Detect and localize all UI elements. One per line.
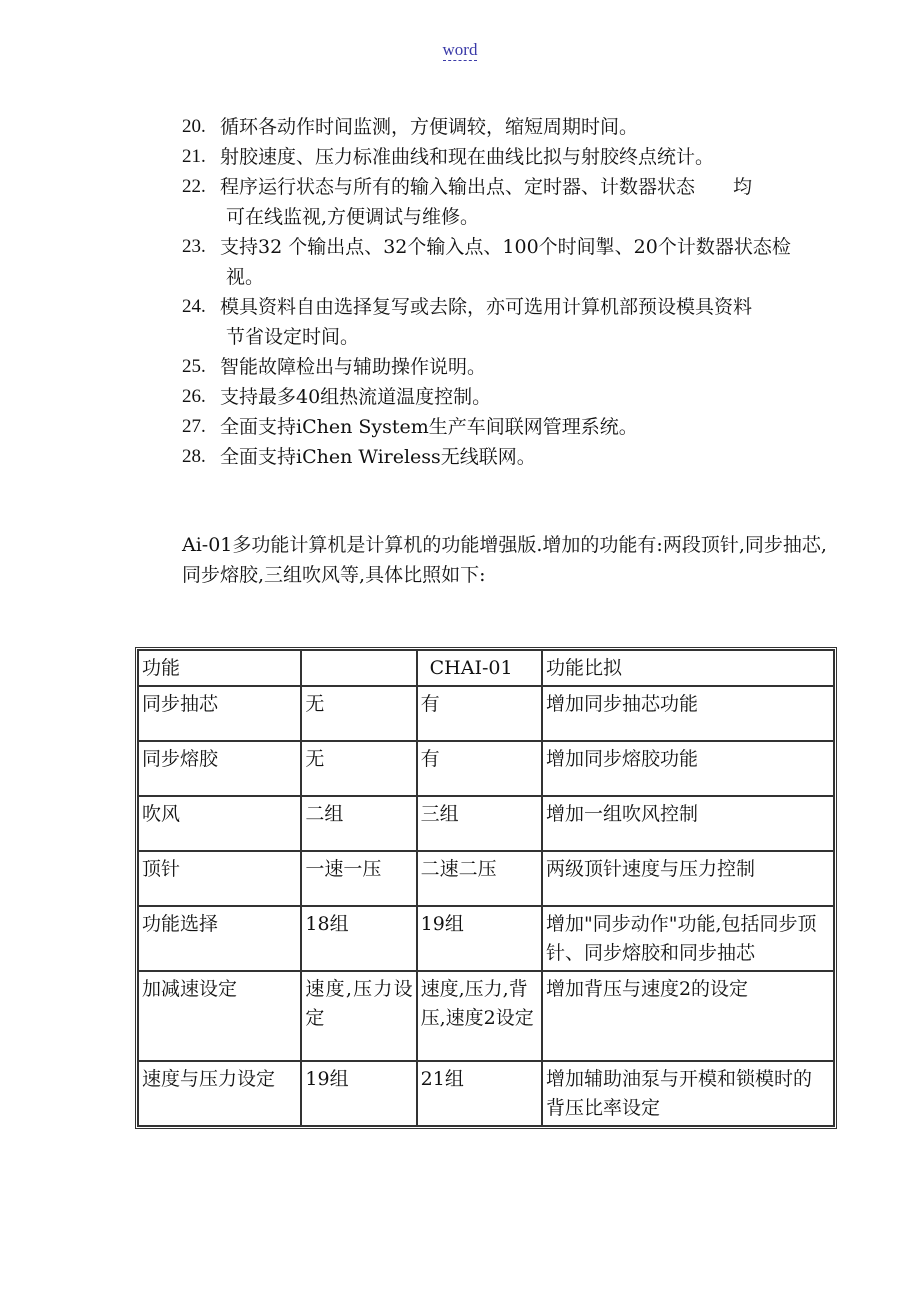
list-item bbox=[182, 232, 862, 292]
table-cell: 速度,压力设定 bbox=[301, 971, 416, 1061]
table-header-row bbox=[138, 650, 834, 686]
list-item bbox=[182, 412, 862, 442]
feature-list bbox=[182, 112, 862, 472]
table-cell: 增加同步抽芯功能 bbox=[542, 686, 834, 741]
table-row bbox=[138, 796, 834, 851]
page-header bbox=[0, 40, 920, 60]
list-item bbox=[182, 292, 862, 352]
item-continuation: 视。 bbox=[226, 266, 265, 288]
table-cell: 功能选择 bbox=[138, 906, 301, 971]
item-continuation: 节省设定时间。 bbox=[226, 326, 360, 348]
item-number: 25. bbox=[182, 356, 206, 377]
table-cell: 19组 bbox=[417, 906, 542, 971]
list-item bbox=[182, 142, 862, 172]
header-cell: 功能比拟 bbox=[542, 650, 834, 686]
table-cell: 二速二压 bbox=[417, 851, 542, 906]
header-cell: CHAI-01 bbox=[417, 650, 542, 686]
table-cell: 19组 bbox=[301, 1061, 416, 1126]
list-item bbox=[182, 352, 862, 382]
item-number: 26. bbox=[182, 386, 206, 407]
item-text: 射胶速度、压力标准曲线和现在曲线比拟与射胶终点统计。 bbox=[220, 146, 715, 168]
table-cell: 增加同步熔胶功能 bbox=[542, 741, 834, 796]
item-text: 全面支持iChen Wireless无线联网。 bbox=[220, 446, 536, 468]
table-cell: 吹风 bbox=[138, 796, 301, 851]
item-text: 程序运行状态与所有的输入输出点、定时器、计数器状态 均 bbox=[220, 176, 753, 198]
table-cell: 有 bbox=[417, 686, 542, 741]
table-cell: 21组 bbox=[417, 1061, 542, 1126]
table-cell: 无 bbox=[301, 686, 416, 741]
table-cell: 二组 bbox=[301, 796, 416, 851]
table-cell: 无 bbox=[301, 741, 416, 796]
item-number: 22. bbox=[182, 176, 206, 197]
intro-paragraph: Ai-01多功能计算机是计算机的功能增强版.增加的功能有:两段顶针,同步抽芯,同步熔胶,三组吹风等,具体比照如下: bbox=[182, 534, 827, 586]
table-row bbox=[138, 906, 834, 971]
table-cell: 同步抽芯 bbox=[138, 686, 301, 741]
table-cell: 有 bbox=[417, 741, 542, 796]
item-number: 28. bbox=[182, 446, 206, 467]
item-text: 智能故障检出与辅助操作说明。 bbox=[220, 356, 487, 378]
item-text: 支持32 个输出点、32个输入点、100个时间掣、20个计数器状态检 bbox=[220, 236, 791, 258]
table-cell: 增加"同步动作"功能,包括同步顶针、同步熔胶和同步抽芯 bbox=[542, 906, 834, 971]
item-text: 全面支持iChen System生产车间联网管理系统。 bbox=[220, 416, 638, 438]
table-cell: 顶针 bbox=[138, 851, 301, 906]
table-cell: 两级顶针速度与压力控制 bbox=[542, 851, 834, 906]
item-number: 24. bbox=[182, 296, 206, 317]
table-cell: 增加背压与速度2的设定 bbox=[542, 971, 834, 1061]
table-row bbox=[138, 1061, 834, 1126]
table-cell: 增加一组吹风控制 bbox=[542, 796, 834, 851]
table-cell: 加减速设定 bbox=[138, 971, 301, 1061]
item-number: 20. bbox=[182, 116, 206, 137]
table-cell: 速度,压力,背压,速度2设定 bbox=[417, 971, 542, 1061]
list-item bbox=[182, 442, 862, 472]
item-number: 21. bbox=[182, 146, 206, 167]
table-cell: 18组 bbox=[301, 906, 416, 971]
table-row bbox=[138, 851, 834, 906]
table-cell: 速度与压力设定 bbox=[138, 1061, 301, 1126]
item-text: 模具资料自由选择复写或去除，亦可选用计算机部预设模具资料 bbox=[220, 296, 753, 318]
item-text: 支持最多40组热流道温度控制。 bbox=[220, 386, 492, 408]
header-cell bbox=[301, 650, 416, 686]
item-number: 23. bbox=[182, 236, 206, 257]
header-cell: 功能 bbox=[138, 650, 301, 686]
comparison-table bbox=[135, 647, 837, 1129]
table-cell: 三组 bbox=[417, 796, 542, 851]
item-continuation: 可在线监视,方便调试与维修。 bbox=[226, 206, 480, 228]
list-item bbox=[182, 382, 862, 412]
item-text: 循环各动作时间监测，方便调较，缩短周期时间。 bbox=[220, 116, 639, 138]
list-item bbox=[182, 172, 862, 232]
table-cell: 增加辅助油泵与开模和锁模时的背压比率设定 bbox=[542, 1061, 834, 1126]
header-text: word bbox=[442, 40, 478, 59]
list-item bbox=[182, 112, 862, 142]
table-cell: 一速一压 bbox=[301, 851, 416, 906]
item-number: 27. bbox=[182, 416, 206, 437]
table-cell: 同步熔胶 bbox=[138, 741, 301, 796]
table-row bbox=[138, 971, 834, 1061]
table-row bbox=[138, 686, 834, 741]
table-row bbox=[138, 741, 834, 796]
